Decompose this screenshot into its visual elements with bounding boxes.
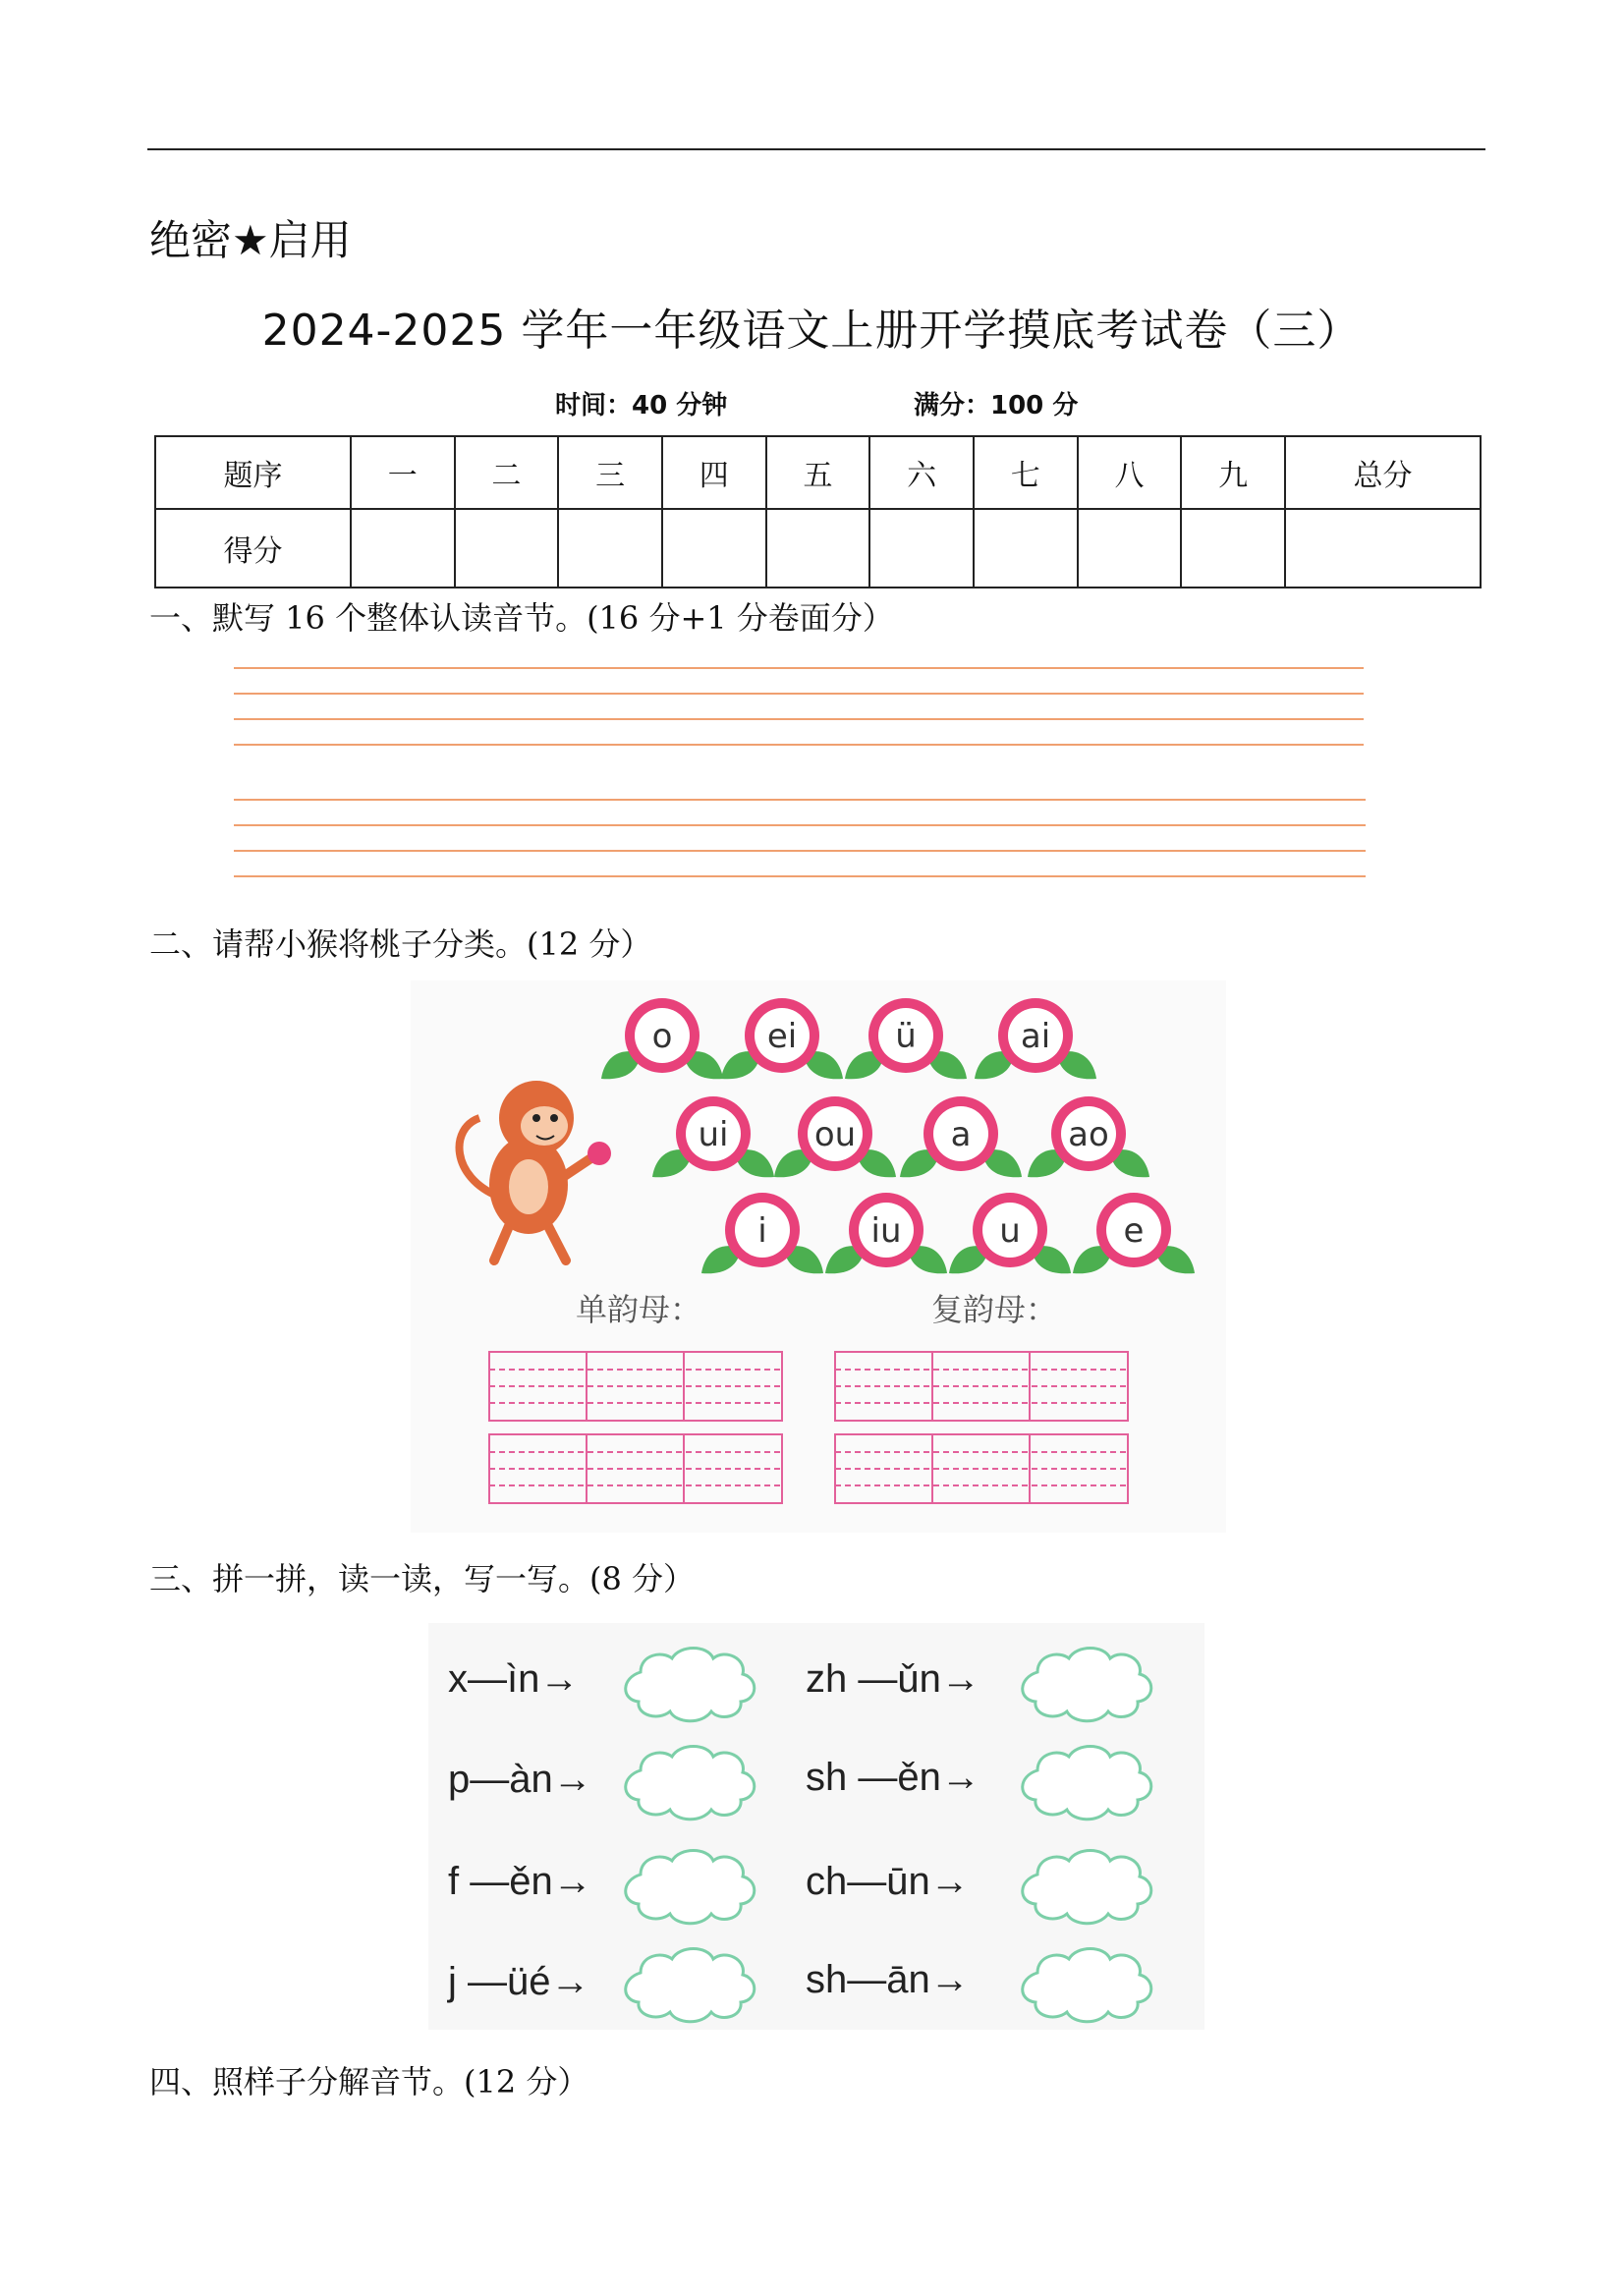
exercise-row <box>448 1649 1151 1721</box>
peach-a <box>900 1096 1022 1177</box>
peach-ou <box>774 1096 896 1177</box>
syllable-prompt: p—àn→ <box>448 1758 592 1801</box>
syllable-prompt: ch—ūn→ <box>806 1860 970 1903</box>
table-cell: 六 <box>869 436 974 509</box>
score-entry-cell[interactable] <box>869 509 974 588</box>
score-entry-cell[interactable] <box>558 509 662 588</box>
monkey-illustration <box>460 1081 611 1260</box>
table-cell: 题序 <box>155 436 351 509</box>
score-entry-cell[interactable] <box>1181 509 1285 588</box>
table-cell: 四 <box>662 436 766 509</box>
score-entry-cell[interactable] <box>766 509 870 588</box>
answer-cloud[interactable] <box>1023 1649 1151 1721</box>
score-entry-cell[interactable] <box>455 509 559 588</box>
peach-label: u <box>999 1211 1021 1251</box>
peach-label: e <box>1123 1211 1145 1251</box>
answer-cloud[interactable] <box>626 1649 755 1721</box>
peach-iu <box>825 1193 947 1273</box>
peach-ao <box>1028 1096 1149 1177</box>
peach-ei <box>721 998 843 1079</box>
peach-label: ai <box>1020 1017 1051 1056</box>
peach-e <box>1073 1193 1195 1273</box>
table-cell: 五 <box>766 436 870 509</box>
peach-label: i <box>757 1211 767 1251</box>
peach-label: o <box>651 1017 673 1056</box>
compound-finals-label: 复韵母： <box>931 1291 1058 1328</box>
answer-cloud[interactable] <box>1023 1851 1151 1924</box>
peach-u <box>949 1193 1071 1273</box>
peach-ai <box>975 998 1096 1079</box>
score-entry-cell[interactable] <box>974 509 1078 588</box>
score-table-header-row <box>155 436 1481 509</box>
exercise-row <box>448 1747 1151 1820</box>
top-rule <box>147 148 1485 150</box>
peach-o <box>601 998 723 1079</box>
answer-cloud[interactable] <box>626 1747 755 1820</box>
exam-full-score: 满分：100 分 <box>914 391 1079 420</box>
table-cell: 得分 <box>155 509 351 588</box>
answer-cloud[interactable] <box>1023 1949 1151 2022</box>
syllable-prompt: x—ìn→ <box>448 1657 580 1701</box>
peach-sorting-figure <box>411 980 1226 1533</box>
table-cell: 总分 <box>1285 436 1481 509</box>
peach-u-umlaut <box>845 998 967 1079</box>
section-4-heading: 四、照样子分解音节。(12 分） <box>149 2063 589 2100</box>
section-1-heading: 一、默写 16 个整体认读音节。(16 分+1 分卷面分） <box>149 599 894 637</box>
table-cell: 一 <box>351 436 455 509</box>
compound-finals-grid[interactable] <box>835 1352 1128 1503</box>
peach-label: ui <box>698 1115 729 1154</box>
score-entry-cell[interactable] <box>662 509 766 588</box>
exam-time: 时间：40 分钟 <box>555 391 728 420</box>
syllable-prompt: zh —ǔn→ <box>806 1657 980 1701</box>
peach-label: ei <box>766 1017 798 1056</box>
pinyin-writing-lines[interactable] <box>234 664 1366 890</box>
peach-label: iu <box>870 1211 902 1251</box>
syllable-prompt: j —üé→ <box>448 1960 590 2003</box>
exam-title: 2024-2025 学年一年级语文上册开学摸底考试卷（三） <box>261 306 1362 356</box>
table-cell: 七 <box>974 436 1078 509</box>
peach-label: ao <box>1068 1115 1109 1154</box>
pinyin-spelling-figure <box>428 1623 1204 2030</box>
score-entry-cell[interactable] <box>351 509 455 588</box>
simple-finals-grid[interactable] <box>489 1352 782 1503</box>
syllable-prompt: sh —ěn→ <box>806 1756 980 1799</box>
peach-label: a <box>950 1115 972 1154</box>
score-entry-cell[interactable] <box>1078 509 1182 588</box>
confidential-label: 绝密★启用 <box>149 216 352 264</box>
table-cell: 二 <box>455 436 559 509</box>
answer-cloud[interactable] <box>626 1851 755 1924</box>
score-table <box>154 435 1482 588</box>
peach-label: ou <box>813 1115 857 1154</box>
score-entry-cell[interactable] <box>1285 509 1481 588</box>
simple-finals-label: 单韵母： <box>576 1291 702 1328</box>
exercise-row <box>447 1949 1151 2022</box>
table-cell: 三 <box>558 436 662 509</box>
peach-ui <box>652 1096 774 1177</box>
exercise-row <box>448 1851 1151 1924</box>
section-3-heading: 三、拼一拼，读一读，写一写。(8 分） <box>149 1560 696 1597</box>
table-cell: 九 <box>1181 436 1285 509</box>
table-cell: 八 <box>1078 436 1182 509</box>
answer-cloud[interactable] <box>626 1949 755 2022</box>
answer-cloud[interactable] <box>1023 1747 1151 1820</box>
peach-i <box>701 1193 823 1273</box>
syllable-prompt: f —ěn→ <box>448 1860 592 1903</box>
peach-label: ü <box>895 1017 917 1056</box>
section-2-heading: 二、请帮小猴将桃子分类。(12 分） <box>149 925 652 963</box>
score-table-score-row <box>155 509 1481 588</box>
syllable-prompt: sh—ān→ <box>806 1958 970 2001</box>
